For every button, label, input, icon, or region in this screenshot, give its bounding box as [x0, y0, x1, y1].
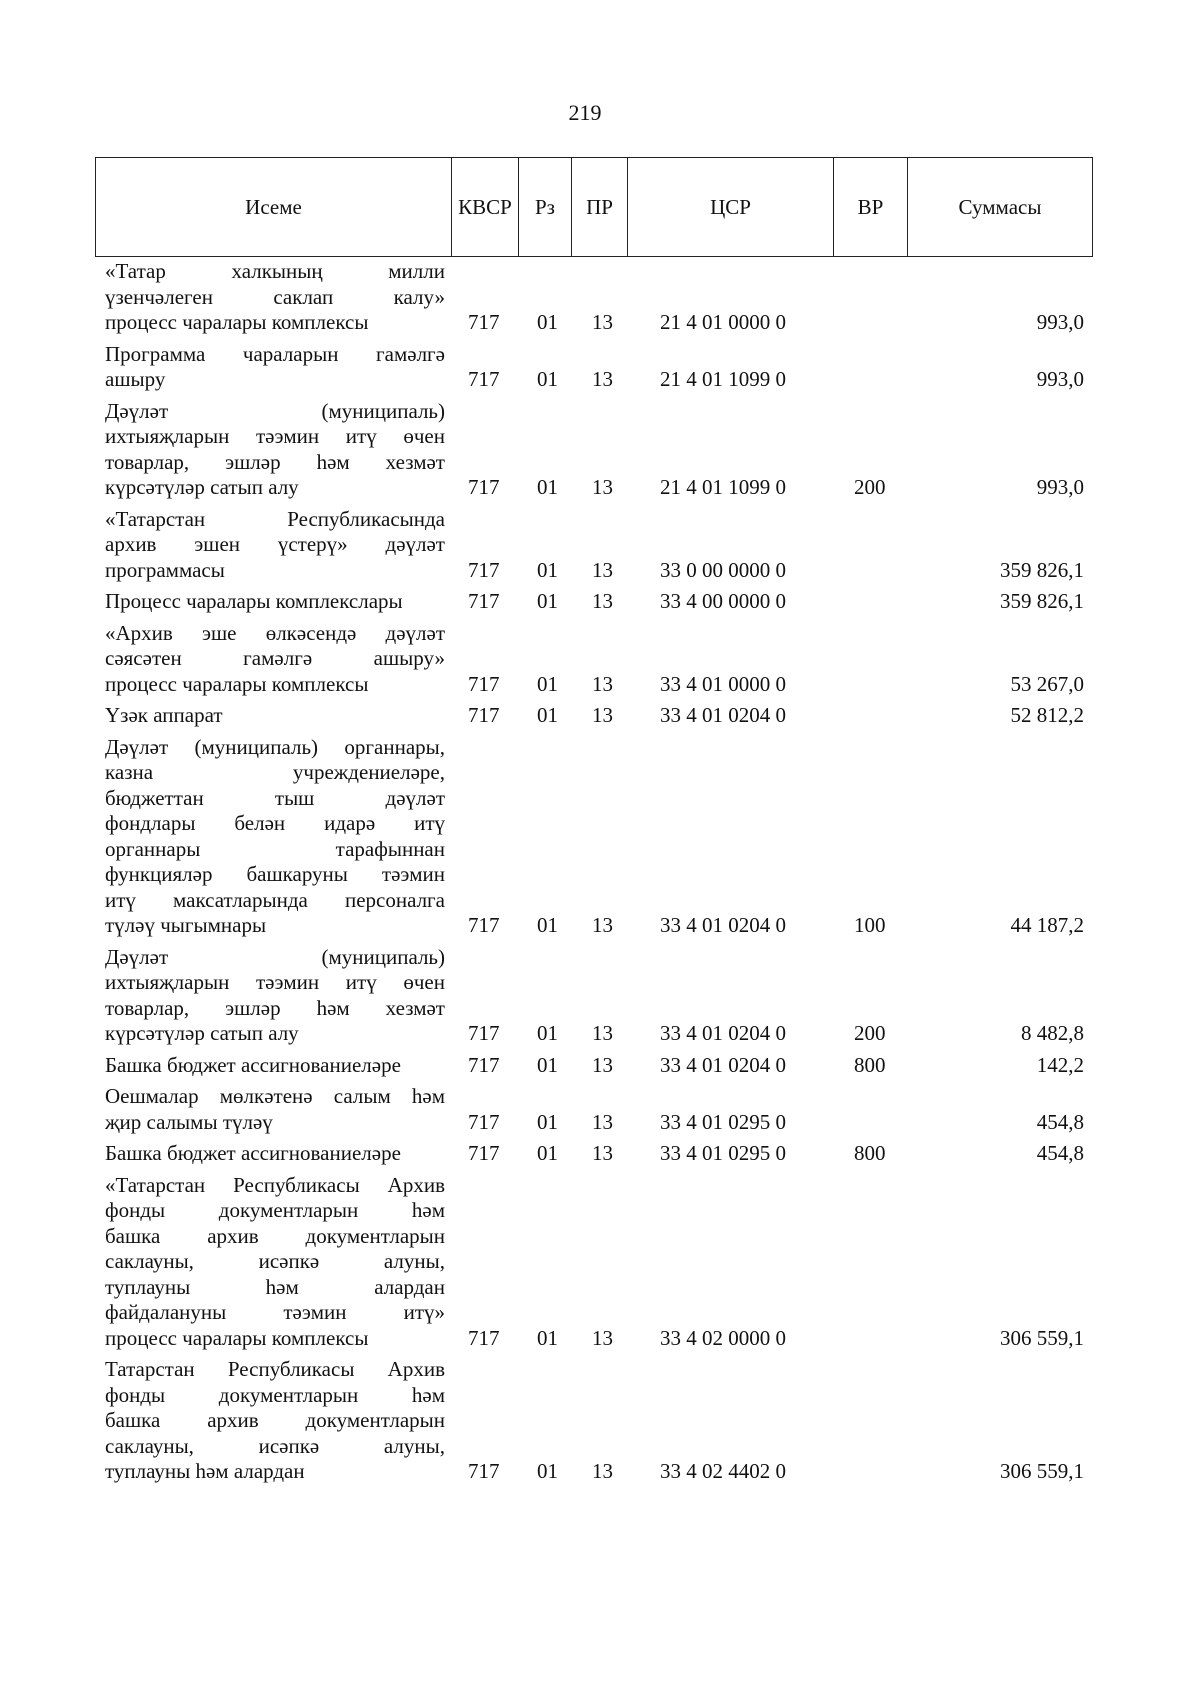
cell-csr: 33 0 00 0000 0: [660, 557, 786, 582]
cell-sum: 993,0: [1036, 310, 1084, 334]
cell-kvsr: 717: [468, 1021, 500, 1045]
cell-pr: 13: [592, 913, 613, 937]
cell-kvsr: 717: [468, 475, 500, 499]
cell-kvsr: 717: [468, 589, 500, 613]
cell-rz: 01: [537, 557, 558, 582]
table-row: [0, 259, 1200, 336]
cell-csr: 21 4 01 1099 0: [660, 367, 786, 391]
cell-rz: 01: [537, 1459, 558, 1483]
cell-rz: 01: [537, 310, 558, 334]
cell-kvsr: 717: [468, 913, 500, 937]
cell-pr: 13: [592, 557, 613, 582]
row-name-line: ихтыяҗларын тәэмин итү өчен: [105, 424, 445, 448]
row-values: [0, 913, 1200, 939]
row-name-line: Үзәк аппарат: [105, 703, 223, 727]
row-name-line: товарлар, эшләр һәм хезмәт: [105, 995, 445, 1020]
row-values: [0, 1141, 1200, 1167]
cell-kvsr: 717: [468, 671, 500, 696]
header-sum: Суммасы: [958, 194, 1042, 219]
cell-pr: 13: [592, 367, 613, 391]
table-row: [0, 589, 1200, 615]
row-values: [0, 367, 1200, 393]
cell-csr: 33 4 01 0204 0: [660, 913, 786, 937]
table-row: [0, 399, 1200, 501]
row-name-line: Программа чараларын гамәлгә: [105, 341, 445, 366]
row-name-line: җир салымы түләү: [105, 1109, 273, 1134]
row-name-line: Татарстан Республикасы Архив: [105, 1357, 445, 1381]
cell-pr: 13: [592, 1141, 613, 1165]
table-body: [0, 259, 1200, 1491]
row-name-line: үзенчәлеген саклап калу»: [105, 284, 445, 309]
cell-csr: 33 4 01 0000 0: [660, 671, 786, 696]
row-name-line: күрсәтүләр сатып алу: [105, 1021, 299, 1045]
cell-pr: 13: [592, 475, 613, 499]
row-name-line: күрсәтүләр сатып алу: [105, 475, 299, 499]
cell-rz: 01: [537, 1052, 558, 1077]
row-values: [0, 1326, 1200, 1352]
table-row: [0, 735, 1200, 939]
cell-csr: 21 4 01 1099 0: [660, 475, 786, 499]
cell-sum: 142,2: [1036, 1052, 1084, 1077]
cell-csr: 33 4 01 0295 0: [660, 1109, 786, 1134]
row-name-line: фонды документларын һәм: [105, 1198, 445, 1222]
row-name-line: процесс чаралары комплексы: [105, 1325, 369, 1350]
row-name-line: фондлары белән идарә итү: [105, 811, 445, 835]
row-name-line: «Татарстан Республикасында: [105, 506, 445, 531]
cell-kvsr: 717: [468, 1459, 500, 1483]
cell-rz: 01: [537, 1141, 558, 1165]
cell-pr: 13: [592, 1459, 613, 1483]
table-header: [95, 157, 1093, 257]
row-name-line: программасы: [105, 557, 225, 582]
header-pr: ПР: [572, 158, 628, 256]
row-name-line: функцияләр башкаруны тәэмин: [105, 862, 445, 886]
row-name-line: «Татарстан Республикасы Архив: [105, 1172, 445, 1197]
cell-sum: 359 826,1: [1000, 557, 1084, 582]
cell-pr: 13: [592, 703, 613, 727]
row-name-line: Оешмалар мөлкәтенә салым һәм: [105, 1084, 445, 1108]
cell-csr: 33 4 00 0000 0: [660, 589, 786, 613]
cell-csr: 33 4 01 0295 0: [660, 1141, 786, 1165]
row-values: [0, 558, 1200, 584]
cell-sum: 993,0: [1036, 475, 1084, 499]
cell-pr: 13: [592, 1325, 613, 1350]
cell-rz: 01: [537, 367, 558, 391]
cell-rz: 01: [537, 1325, 558, 1350]
cell-kvsr: 717: [468, 1325, 500, 1350]
row-name-line: файдалануны тәэмин итү»: [105, 1300, 445, 1324]
cell-rz: 01: [537, 1021, 558, 1045]
row-name-line: башка архив документларын: [105, 1408, 445, 1432]
row-values: [0, 672, 1200, 698]
cell-csr: 21 4 01 0000 0: [660, 310, 786, 334]
cell-rz: 01: [537, 1109, 558, 1134]
row-name-line: фонды документларын һәм: [105, 1382, 445, 1407]
row-name-line: итү максатларында персоналга: [105, 887, 445, 912]
cell-vr: 100: [854, 913, 886, 937]
cell-rz: 01: [537, 475, 558, 499]
row-name-line: туплауны һәм алардан: [105, 1274, 445, 1299]
cell-sum: 306 559,1: [1000, 1459, 1084, 1483]
row-name-line: саклауны, исәпкә алуны,: [105, 1249, 445, 1273]
cell-sum: 44 187,2: [1010, 913, 1084, 937]
cell-kvsr: 717: [468, 1052, 500, 1077]
cell-kvsr: 717: [468, 1109, 500, 1134]
cell-pr: 13: [592, 589, 613, 613]
header-kvsr: КВСР: [452, 158, 519, 256]
row-name-line: сәясәтен гамәлгә ашыру»: [105, 646, 445, 670]
row-name: [105, 1173, 445, 1352]
cell-sum: 53 267,0: [1010, 671, 1084, 696]
row-name-line: «Архив эше өлкәсендә дәүләт: [105, 620, 445, 645]
cell-sum: 306 559,1: [1000, 1325, 1084, 1350]
header-vr: ВР: [834, 158, 908, 256]
row-name-line: Процесс чаралары комплекслары: [105, 589, 403, 613]
row-name-line: саклауны, исәпкә алуны,: [105, 1433, 445, 1458]
cell-sum: 8 482,8: [1021, 1021, 1084, 1045]
cell-rz: 01: [537, 703, 558, 727]
table-row: [0, 1141, 1200, 1167]
cell-kvsr: 717: [468, 557, 500, 582]
table-row: [0, 1173, 1200, 1352]
row-name-line: ихтыяҗларын тәэмин итү өчен: [105, 970, 445, 994]
cell-vr: 800: [854, 1052, 886, 1077]
row-values: [0, 1459, 1200, 1485]
table-row: [0, 1357, 1200, 1485]
header-csr: ЦСР: [628, 158, 834, 256]
cell-csr: 33 4 01 0204 0: [660, 703, 786, 727]
row-name-line: процесс чаралары комплексы: [105, 310, 369, 334]
row-name-line: бюджеттан тыш дәүләт: [105, 785, 445, 810]
row-name-line: Дәүләт (муниципаль): [105, 944, 445, 969]
cell-kvsr: 717: [468, 367, 500, 391]
cell-rz: 01: [537, 589, 558, 613]
row-name-line: органнары тарафыннан: [105, 836, 445, 861]
row-name-line: түләү чыгымнары: [105, 913, 267, 937]
cell-csr: 33 4 02 0000 0: [660, 1325, 786, 1350]
cell-pr: 13: [592, 310, 613, 334]
cell-kvsr: 717: [468, 703, 500, 727]
row-values: [0, 310, 1200, 336]
row-values: [0, 589, 1200, 615]
cell-pr: 13: [592, 1052, 613, 1077]
header-rz: Рз: [519, 158, 572, 256]
row-name-line: архив эшен үстерү» дәүләт: [105, 532, 445, 556]
table-row: [0, 1084, 1200, 1135]
cell-vr: 200: [854, 475, 886, 499]
row-values: [0, 475, 1200, 501]
row-name-line: Башка бюджет ассигнованиеләре: [105, 1052, 401, 1077]
row-name-line: «Татар халкының милли: [105, 259, 445, 283]
header-name: Исеме: [96, 158, 452, 256]
cell-sum: 454,8: [1036, 1109, 1084, 1134]
cell-vr: 800: [854, 1141, 886, 1165]
table-row: [0, 703, 1200, 729]
cell-sum: 993,0: [1036, 367, 1084, 391]
row-values: [0, 1053, 1200, 1079]
table-row: [0, 945, 1200, 1047]
cell-sum: 359 826,1: [1000, 589, 1084, 613]
cell-pr: 13: [592, 671, 613, 696]
table-row: [0, 621, 1200, 698]
cell-kvsr: 717: [468, 310, 500, 334]
cell-rz: 01: [537, 671, 558, 696]
table-row: [0, 1053, 1200, 1079]
cell-csr: 33 4 01 0204 0: [660, 1052, 786, 1077]
row-name: [105, 735, 445, 939]
cell-csr: 33 4 01 0204 0: [660, 1021, 786, 1045]
cell-vr: 200: [854, 1021, 886, 1045]
cell-rz: 01: [537, 913, 558, 937]
table-row: [0, 507, 1200, 584]
row-values: [0, 1021, 1200, 1047]
row-name-line: процесс чаралары комплексы: [105, 671, 369, 696]
cell-pr: 13: [592, 1109, 613, 1134]
cell-pr: 13: [592, 1021, 613, 1045]
row-name-line: Башка бюджет ассигнованиеләре: [105, 1141, 401, 1165]
cell-sum: 454,8: [1036, 1141, 1084, 1165]
row-values: [0, 1110, 1200, 1136]
row-name-line: Дәүләт (муниципаль) органнары,: [105, 734, 445, 759]
cell-sum: 52 812,2: [1010, 703, 1084, 727]
table-row: [0, 342, 1200, 393]
row-name-line: казна учреждениеләре,: [105, 760, 445, 784]
cell-kvsr: 717: [468, 1141, 500, 1165]
row-name-line: туплауны һәм алардан: [105, 1459, 305, 1483]
row-name-line: башка архив документларын: [105, 1223, 445, 1248]
page-number: 219: [568, 100, 602, 125]
row-name-line: ашыру: [105, 367, 166, 391]
row-values: [0, 703, 1200, 729]
cell-csr: 33 4 02 4402 0: [660, 1459, 786, 1483]
row-name-line: товарлар, эшләр һәм хезмәт: [105, 449, 445, 474]
row-name-line: Дәүләт (муниципаль): [105, 398, 445, 423]
